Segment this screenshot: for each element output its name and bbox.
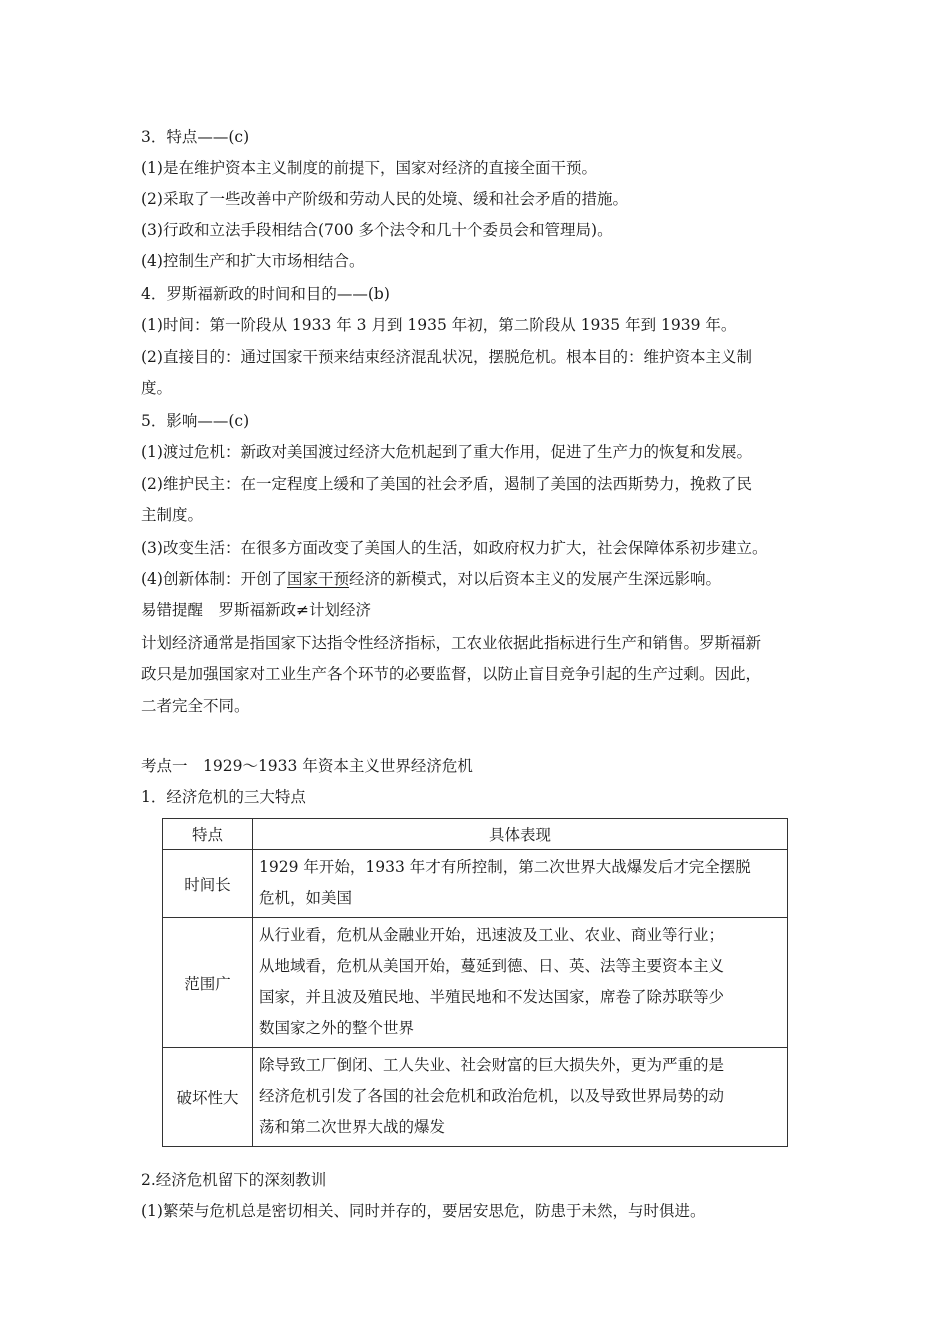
- table-header-row: [163, 819, 788, 850]
- detail-line: 荡和第二次世界大战的爆发: [259, 1118, 446, 1136]
- table-cell-feature: 范围广: [163, 918, 253, 1048]
- section3-item-1: (1)是在维护资本主义制度的前提下，国家对经济的直接全面干预。: [141, 159, 597, 177]
- subtitle-features: 1．经济危机的三大特点: [141, 788, 306, 806]
- table-row: [163, 850, 788, 918]
- detail-line: 从行业看，危机从金融业开始，迅速波及工业、农业、商业等行业；: [259, 926, 725, 944]
- underlined-term: 国家干预: [286, 570, 349, 588]
- section3-item-2: (2)采取了一些改善中产阶级和劳动人民的处境、缓和社会矛盾的措施。: [141, 190, 628, 208]
- section3-item-3: (3)行政和立法手段相结合(700 多个法令和几十个委员会和管理局)。: [141, 221, 613, 239]
- section4-item-2-line-1: (2)直接目的：通过国家干预来结束经济混乱状况，摆脱危机。根本目的：维护资本主义制: [141, 348, 752, 366]
- table-cell-detail: [253, 1048, 788, 1147]
- section5-item-2-line-1: (2)维护民主：在一定程度上缓和了美国的社会矛盾，遏制了美国的法西斯势力，挽救了民: [141, 475, 752, 493]
- section4-item-1: (1)时间：第一阶段从 1933 年 3 月到 1935 年初，第二阶段从 1935 年到 1939 年。: [141, 316, 737, 334]
- section5-item-3: (3)改变生活：在很多方面改变了美国人的生活，如政府权力扩大，社会保障体系初步建立。: [141, 539, 768, 557]
- detail-line: 1929 年开始，1933 年才有所控制，第二次世界大战爆发后才完全摆脱: [259, 858, 751, 876]
- table-header-detail: 具体表现: [253, 819, 788, 850]
- section4-heading: 4．罗斯福新政的时间和目的——(b): [141, 285, 390, 303]
- table-cell-detail: [253, 918, 788, 1048]
- table-cell-detail: [253, 850, 788, 918]
- section5-item-4: [141, 569, 821, 589]
- table-header-feature: 特点: [163, 819, 253, 850]
- tip-line-1: 计划经济通常是指国家下达指令性经济指标，工农业依据此指标进行生产和销售。罗斯福新: [141, 634, 762, 652]
- table-row: [163, 1048, 788, 1147]
- lesson-item-1: (1)繁荣与危机总是密切相关、同时并存的，要居安思危，防患于未然，与时俱进。: [141, 1202, 706, 1220]
- section5-heading: 5．影响——(c): [141, 412, 250, 430]
- section3-item-4: (4)控制生产和扩大市场相结合。: [141, 252, 365, 270]
- section5-item-2-line-2: 主制度。: [141, 506, 204, 524]
- table-row: [163, 918, 788, 1048]
- detail-line: 危机，如美国: [259, 889, 353, 907]
- section3-heading: 3．特点——(c): [141, 128, 250, 146]
- detail-line: 从地域看，危机从美国开始，蔓延到德、日、英、法等主要资本主义: [259, 957, 725, 975]
- kaodian-title: 考点一 1929～1933 年资本主义世界经济危机: [141, 757, 473, 775]
- table-cell-feature: 时间长: [163, 850, 253, 918]
- section5-item-1: (1)渡过危机：新政对美国渡过经济大危机起到了重大作用，促进了生产力的恢复和发展。: [141, 443, 752, 461]
- tip-line-3: 二者完全不同。: [141, 697, 250, 715]
- section5-item-4-prefix: (4)创新体制：开创了: [141, 570, 287, 588]
- tip-title: 易错提醒 罗斯福新政≠计划经济: [141, 601, 371, 619]
- crisis-features-table: [162, 818, 788, 1147]
- detail-line: 国家，并且波及殖民地、半殖民地和不发达国家，席卷了除苏联等少: [259, 988, 725, 1006]
- subtitle-lessons: 2.经济危机留下的深刻教训: [141, 1171, 327, 1189]
- section4-item-2-line-2: 度。: [141, 379, 173, 397]
- detail-line: 除导致工厂倒闭、工人失业、社会财富的巨大损失外，更为严重的是: [259, 1056, 725, 1074]
- detail-line: 经济危机引发了各国的社会危机和政治危机，以及导致世界局势的动: [259, 1087, 725, 1105]
- tip-line-2: 政只是加强国家对工业生产各个环节的必要监督，以防止盲目竞争引起的生产过剩。因此，: [141, 665, 762, 683]
- table-cell-feature: 破坏性大: [163, 1048, 253, 1147]
- section5-item-4-suffix: 经济的新模式，对以后资本主义的发展产生深远影响。: [348, 570, 721, 588]
- detail-line: 数国家之外的整个世界: [259, 1019, 415, 1037]
